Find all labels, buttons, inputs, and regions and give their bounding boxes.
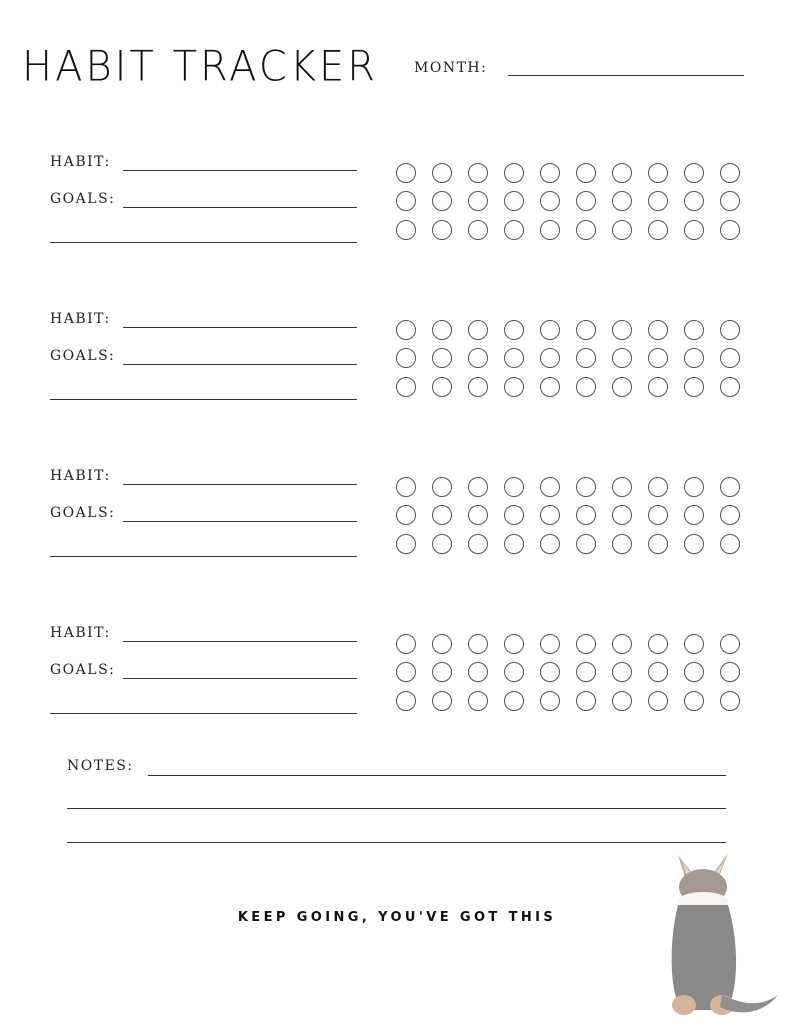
tracker-circle[interactable] [612,505,632,525]
tracker-circle[interactable] [684,505,704,525]
tracker-circle[interactable] [396,220,416,240]
tracker-circle[interactable] [576,634,596,654]
tracker-circle[interactable] [648,634,668,654]
tracker-circle[interactable] [684,634,704,654]
tracker-circle[interactable] [396,477,416,497]
tracker-circle[interactable] [432,477,452,497]
goals-extra-line[interactable] [50,242,357,243]
tracker-circle[interactable] [540,691,560,711]
tracker-circle[interactable] [684,320,704,340]
tracker-circle[interactable] [468,348,488,368]
habit-label: HABIT: [50,468,111,484]
tracker-circle[interactable] [468,320,488,340]
tracker-circle[interactable] [720,348,740,368]
tracker-circle[interactable] [576,191,596,211]
tracker-circle[interactable] [396,662,416,682]
tracker-circle[interactable] [612,662,632,682]
tracker-circle[interactable] [612,348,632,368]
tracker-circle[interactable] [576,320,596,340]
tracker-circle[interactable] [432,634,452,654]
tracker-circle[interactable] [504,662,524,682]
habit-input-line[interactable] [123,170,357,171]
habit-block [0,464,794,584]
tracker-circle[interactable] [720,534,740,554]
tracker-circle[interactable] [396,348,416,368]
tracker-circle[interactable] [468,220,488,240]
goals-label: GOALS: [50,662,116,678]
goals-input-line[interactable] [123,521,357,522]
tracker-circle[interactable] [540,534,560,554]
tracker-circle[interactable] [684,163,704,183]
notes-line[interactable] [67,842,726,843]
tracker-circle[interactable] [540,320,560,340]
tracker-circle[interactable] [684,691,704,711]
habit-label: HABIT: [50,154,111,170]
tracker-circle[interactable] [720,477,740,497]
tracker-circle[interactable] [648,163,668,183]
habit-block [0,307,794,427]
goals-extra-line[interactable] [50,399,357,400]
goals-extra-line[interactable] [50,713,357,714]
tracker-circle[interactable] [504,505,524,525]
tracker-circle[interactable] [432,220,452,240]
habit-input-line[interactable] [123,484,357,485]
tracker-circle[interactable] [612,320,632,340]
tracker-circle[interactable] [648,220,668,240]
tracker-circle[interactable] [504,477,524,497]
tracker-circle[interactable] [396,505,416,525]
goals-input-line[interactable] [123,678,357,679]
tracker-circle[interactable] [468,377,488,397]
tracker-circle[interactable] [648,377,668,397]
tracker-circle[interactable] [684,348,704,368]
tracker-circle[interactable] [684,191,704,211]
tracker-circle[interactable] [720,191,740,211]
tracker-circle[interactable] [396,534,416,554]
tracker-circle[interactable] [396,191,416,211]
tracker-circle[interactable] [648,348,668,368]
tracker-circle[interactable] [468,534,488,554]
tracker-circle[interactable] [648,505,668,525]
tracker-circle[interactable] [396,377,416,397]
tracker-circle[interactable] [540,220,560,240]
page-title: HABIT TRACKER [22,42,379,92]
tracker-circle[interactable] [576,534,596,554]
tracker-circle[interactable] [468,505,488,525]
tracker-circle[interactable] [720,320,740,340]
month-label: MONTH: [414,60,488,76]
habit-label: HABIT: [50,311,111,327]
tracker-circle[interactable] [432,662,452,682]
tracker-circle[interactable] [432,691,452,711]
tracker-circle[interactable] [648,534,668,554]
tracker-circle[interactable] [504,691,524,711]
tracker-circle[interactable] [468,477,488,497]
tracker-circle[interactable] [612,220,632,240]
tracker-circle[interactable] [540,505,560,525]
tracker-circle[interactable] [540,163,560,183]
goals-input-line[interactable] [123,364,357,365]
tracker-circle[interactable] [468,191,488,211]
tracker-circle[interactable] [432,534,452,554]
tracker-circle[interactable] [720,377,740,397]
tracker-circle[interactable] [540,377,560,397]
tracker-circle[interactable] [540,191,560,211]
tracker-circle[interactable] [648,320,668,340]
tracker-circle[interactable] [612,163,632,183]
goals-extra-line[interactable] [50,556,357,557]
goals-label: GOALS: [50,191,116,207]
goals-input-line[interactable] [123,207,357,208]
tracker-circle[interactable] [396,320,416,340]
tracker-circle[interactable] [432,505,452,525]
tracker-circle[interactable] [432,163,452,183]
goals-label: GOALS: [50,505,116,521]
tracker-circle[interactable] [504,634,524,654]
habit-block [0,621,794,741]
tracker-circle[interactable] [540,348,560,368]
tracker-circle[interactable] [432,191,452,211]
habit-input-line[interactable] [123,641,357,642]
tracker-circle[interactable] [576,163,596,183]
tracker-circle[interactable] [396,691,416,711]
tracker-circle[interactable] [576,477,596,497]
month-field-line[interactable] [508,75,744,76]
tracker-circle[interactable] [432,320,452,340]
tracker-circle[interactable] [612,691,632,711]
tracker-circle[interactable] [576,662,596,682]
tracker-circle[interactable] [576,220,596,240]
notes-line[interactable] [67,808,726,809]
tracker-circle[interactable] [432,377,452,397]
tracker-circle[interactable] [504,348,524,368]
tracker-circle[interactable] [504,163,524,183]
tracker-circle[interactable] [648,662,668,682]
tracker-circle[interactable] [648,691,668,711]
tracker-circle[interactable] [468,163,488,183]
tracker-circle[interactable] [504,534,524,554]
tracker-circle[interactable] [612,477,632,497]
tracker-circle[interactable] [612,191,632,211]
tracker-circle[interactable] [576,377,596,397]
tracker-circle[interactable] [576,348,596,368]
goals-label: GOALS: [50,348,116,364]
tracker-circle[interactable] [576,505,596,525]
notes-label: NOTES: [67,758,134,774]
notes-line[interactable] [148,775,726,776]
tracker-circle[interactable] [720,163,740,183]
tracker-circle[interactable] [468,662,488,682]
tracker-circle[interactable] [720,505,740,525]
dog-illustration-icon [660,845,780,1020]
tracker-circle[interactable] [504,220,524,240]
tracker-circle[interactable] [684,377,704,397]
tracker-circle[interactable] [504,320,524,340]
tracker-circle[interactable] [684,477,704,497]
tracker-circle[interactable] [540,634,560,654]
footer-motto: KEEP GOING, YOU'VE GOT THIS [237,910,557,925]
tracker-circle[interactable] [684,220,704,240]
tracker-circle[interactable] [684,534,704,554]
tracker-circle[interactable] [504,377,524,397]
tracker-circle[interactable] [684,662,704,682]
habit-input-line[interactable] [123,327,357,328]
tracker-circle[interactable] [648,477,668,497]
tracker-circle[interactable] [612,377,632,397]
tracker-circle[interactable] [612,534,632,554]
tracker-circle[interactable] [720,220,740,240]
tracker-circle[interactable] [468,691,488,711]
tracker-circle[interactable] [396,634,416,654]
tracker-circle[interactable] [504,191,524,211]
habit-block [0,150,794,270]
tracker-circle[interactable] [396,163,416,183]
tracker-circle[interactable] [720,691,740,711]
tracker-circle[interactable] [540,477,560,497]
tracker-circle[interactable] [720,634,740,654]
tracker-circle[interactable] [576,691,596,711]
tracker-circle[interactable] [720,662,740,682]
tracker-circle[interactable] [468,634,488,654]
tracker-circle[interactable] [432,348,452,368]
tracker-circle[interactable] [612,634,632,654]
tracker-circle[interactable] [540,662,560,682]
tracker-circle[interactable] [648,191,668,211]
habit-label: HABIT: [50,625,111,641]
